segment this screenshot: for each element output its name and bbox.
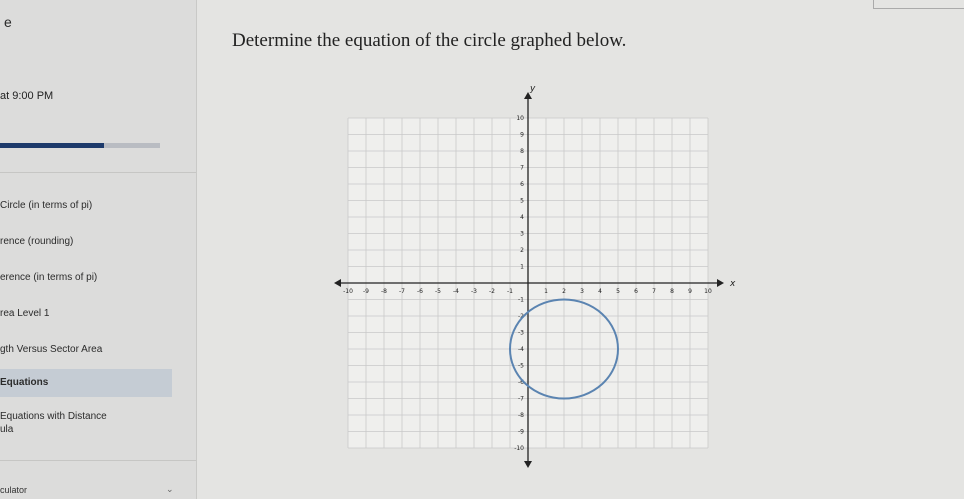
y-tick-label: 5 [520, 197, 524, 205]
x-tick-label: -6 [417, 288, 423, 295]
y-tick-label: -4 [518, 346, 524, 353]
header-letter: e [4, 14, 12, 30]
x-tick-label: 9 [688, 288, 692, 295]
sidebar-divider [0, 460, 196, 461]
x-tick-label: 6 [634, 288, 638, 295]
sidebar-item-equations-distance[interactable]: Equations with Distance [0, 411, 107, 422]
progress-bar-fill [0, 143, 104, 148]
x-tick-label: 3 [580, 288, 584, 295]
y-tick-label: 6 [520, 181, 524, 188]
x-tick-label: -2 [489, 288, 495, 295]
y-tick-label: 10 [516, 115, 524, 122]
y-tick-label: -5 [518, 362, 524, 370]
top-right-frame [873, 0, 964, 9]
chevron-down-icon[interactable]: ⌄ [166, 484, 174, 494]
sidebar-item-circumference-pi[interactable]: erence (in terms of pi) [0, 272, 98, 283]
sidebar-item-formula[interactable]: ula [0, 424, 14, 435]
due-date-text: at 9:00 PM [0, 90, 54, 102]
sidebar-item-circle-area[interactable]: Circle (in terms of pi) [0, 200, 93, 211]
x-tick-label: -1 [507, 288, 513, 295]
y-tick-label: -8 [518, 412, 524, 419]
x-tick-label: 5 [616, 288, 620, 295]
y-tick-label: 9 [520, 131, 524, 139]
y-tick-label: 1 [520, 263, 524, 271]
x-tick-label: 1 [544, 288, 548, 295]
y-tick-label: 4 [520, 214, 524, 221]
y-tick-label: 3 [520, 230, 524, 238]
x-tick-label: -8 [381, 288, 387, 295]
y-tick-label: -1 [518, 296, 524, 304]
y-tick-label: 7 [520, 164, 524, 172]
y-tick-label: -3 [518, 329, 524, 337]
x-tick-label: -5 [435, 288, 441, 295]
x-axis-label: x [730, 279, 736, 289]
y-tick-label: 2 [520, 247, 524, 254]
x-tick-label: -7 [399, 288, 405, 295]
y-tick-label: -10 [514, 445, 524, 452]
calculator-label[interactable]: culator [0, 485, 28, 495]
circle-graph [330, 80, 736, 465]
y-tick-label: -6 [518, 379, 524, 386]
y-tick-label: -7 [518, 395, 524, 403]
x-tick-label: 8 [670, 288, 674, 295]
sidebar-item-area-level-1[interactable]: rea Level 1 [0, 308, 50, 319]
question-title: Determine the equation of the circle graphed below. [232, 30, 627, 51]
y-tick-label: -9 [518, 428, 524, 436]
y-tick-label: 8 [520, 148, 524, 155]
progress-bar [0, 143, 160, 148]
y-tick-label: -2 [518, 313, 524, 320]
sidebar-divider [0, 172, 196, 173]
x-axis-arrow-left [334, 279, 341, 287]
y-axis-label: y [530, 84, 536, 94]
x-tick-label: -9 [363, 288, 369, 295]
x-tick-label: 7 [652, 288, 656, 295]
x-axis-arrow-right [717, 279, 724, 287]
sidebar-item-arc-length-sector-area[interactable]: gth Versus Sector Area [0, 344, 103, 355]
sidebar-item-equations[interactable]: Equations [0, 369, 172, 397]
x-tick-label: -3 [471, 288, 477, 295]
x-tick-label: -4 [453, 288, 459, 295]
x-tick-label: 4 [598, 288, 602, 295]
sidebar [0, 0, 197, 499]
y-axis-arrow-down [524, 461, 532, 468]
x-tick-label: -10 [343, 288, 353, 295]
x-tick-label: 10 [704, 288, 712, 295]
x-tick-label: 2 [562, 288, 566, 295]
sidebar-item-circumference-rounding[interactable]: rence (rounding) [0, 236, 74, 247]
